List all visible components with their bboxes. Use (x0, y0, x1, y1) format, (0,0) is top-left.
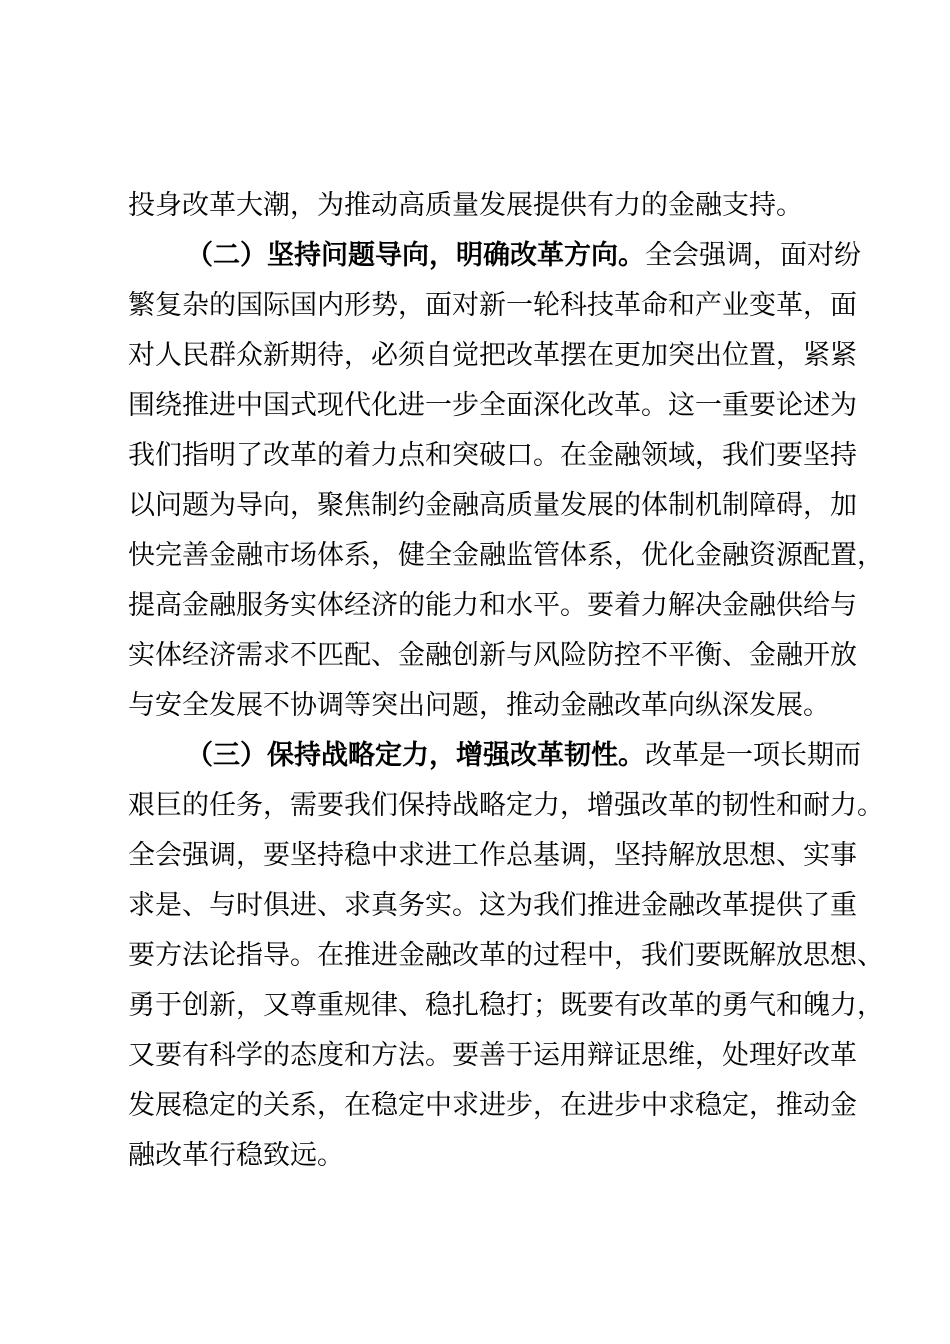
paragraph-line: 勇于创新，又尊重规律、稳扎稳打；既要有改革的勇气和魄力， (128, 990, 884, 1021)
paragraph-line: 投身改革大潮，为推动高质量发展提供有力的金融支持。 (128, 190, 803, 221)
paragraph-line: 与安全发展不协调等突出问题，推动金融改革向纵深发展。 (128, 690, 830, 721)
paragraph-line: 以问题为导向，聚焦制约金融高质量发展的体制机制障碍，加 (128, 490, 857, 521)
paragraph-line: 对人民群众新期待，必须自觉把改革摆在更加突出位置，紧紧 (128, 340, 857, 371)
paragraph-line: 提高金融服务实体经济的能力和水平。要着力解决金融供给与 (128, 590, 857, 621)
paragraph-line: 融改革行稳致远。 (128, 1140, 344, 1171)
paragraph-line: 全会强调，要坚持稳中求进工作总基调，坚持解放思想、实事 (128, 840, 857, 871)
paragraph-line: 繁复杂的国际国内形势，面对新一轮科技革命和产业变革，面 (128, 290, 857, 321)
paragraph-text: 改革是一项长期而 (645, 740, 861, 771)
paragraph-line: 围绕推进中国式现代化进一步全面深化改革。这一重要论述为 (128, 390, 857, 421)
paragraph-line: 又要有科学的态度和方法。要善于运用辩证思维，处理好改革 (128, 1040, 857, 1071)
paragraph-line: 要方法论指导。在推进金融改革的过程中，我们要既解放思想、 (128, 940, 884, 971)
paragraph-line: 我们指明了改革的着力点和突破口。在金融领域，我们要坚持 (128, 440, 857, 471)
paragraph-line: 发展稳定的关系，在稳定中求进步，在进步中求稳定，推动金 (128, 1090, 857, 1121)
paragraph-line: 快完善金融市场体系，健全金融监管体系，优化金融资源配置， (128, 540, 884, 571)
paragraph-line: 求是、与时俱进、求真务实。这为我们推进金融改革提供了重 (128, 890, 857, 921)
paragraph-line (128, 231, 861, 281)
section-heading: （三）保持战略定力，增强改革韧性。 (186, 740, 645, 771)
paragraph-text: 全会强调，面对纷 (645, 240, 861, 271)
paragraph-line: 艰巨的任务，需要我们保持战略定力，增强改革的韧性和耐力。 (128, 790, 884, 821)
paragraph-line (128, 731, 861, 781)
document-body (128, 181, 884, 1181)
section-heading: （二）坚持问题导向，明确改革方向。 (186, 240, 645, 271)
paragraph-line: 实体经济需求不匹配、金融创新与风险防控不平衡、金融开放 (128, 640, 857, 671)
